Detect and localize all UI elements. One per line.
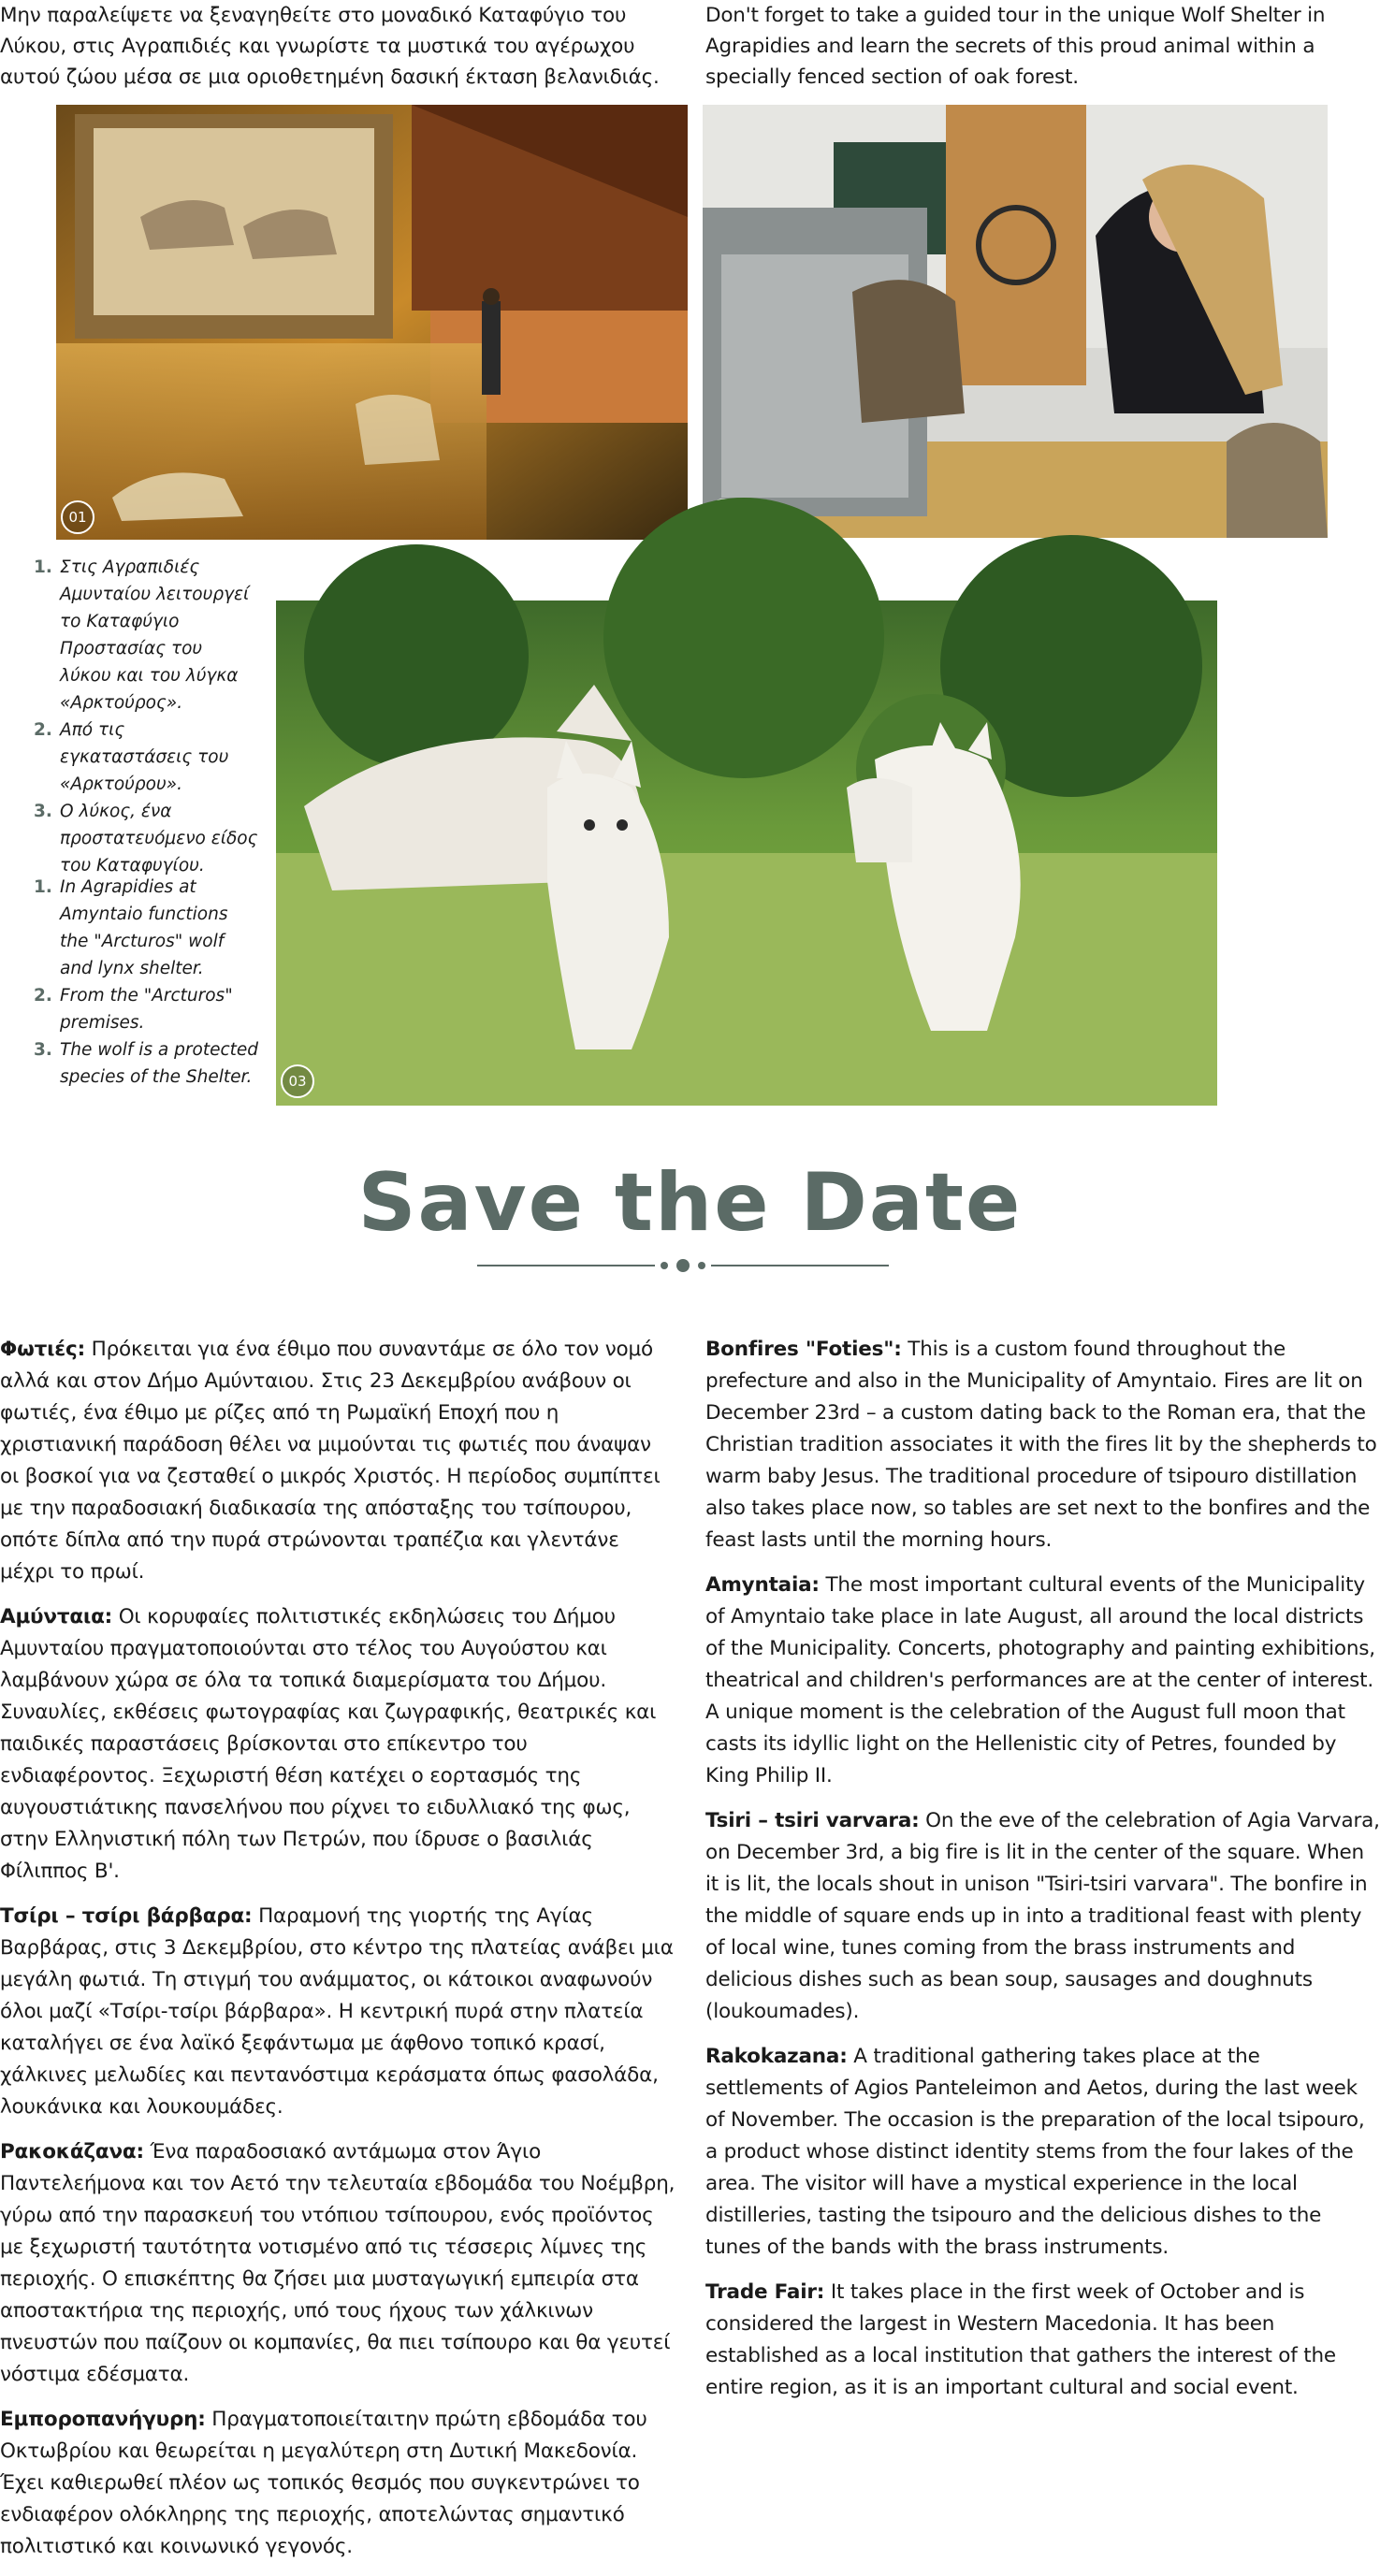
- photo-number-badge: 03: [281, 1064, 314, 1098]
- intro-english: Don't forget to take a guided tour in the unique Wolf Shelter in Agrapidies and learn the secrets of this proud animal within a specially fenced section of oak forest.: [705, 4, 1326, 89]
- event-paragraph: Εμποροπανήγυρη: Πραγματοποιείταιτην πρώτη εβδομάδα του Οκτωβρίου και θεωρείται η μεγαλύτερη στη Δυτική Μακεδονία. Έχει καθιερωθεί πλέον ως τοπικός θεσμός που συγκεντρώνει το ενδιαφέρον ολόκληρης της περιοχής, αποτελώντας σημαντικό πολιτιστικό και κοινωνικό γεγονός.: [0, 2408, 647, 2558]
- event-paragraph: Ρακοκάζανα: Ένα παραδοσιακό αντάμωμα στον Άγιο Παντελεήμονα και τον Αετό την τελευταία εβδομάδα του Νοέμβρη, γύρω από την παρασκευή του ντόπιου τσίπουρου, ενός προϊόντος με ξεχωριστή ταυτότητα νοτισμένο από τις τέσσερις λίμνες της περιοχής. Ο επισκέπτης θα ζήσει μια μυσταγωγική εμπειρία στα αποστακτήρια της περιοχής, υπό τους ήχους των χάλκινων πνευστών που παίζουν οι κομπανίες, θα πιει τσίπουρο και θα γευτεί νόστιμα εδέσματα.: [0, 2140, 675, 2386]
- event-paragraph: Φωτιές: Πρόκειται για ένα έθιμο που συναντάμε σε όλο τον νομό αλλά και στον Δήμο Αμύνταιου. Στις 23 Δεκεμβρίου ανάβουν οι φωτιές, ένα έθιμο με ρίζες από τη Ρωμαϊκή Εποχή που η χριστιανική παράδοση θέλει να μιμούνται τις φωτιές που άναψαν οι βοσκοί για να ζεσταθεί ο μικρός Χριστός. Η περίοδος συμπίπτει με την παραδοσιακή διαδικασία της απόσταξης του τσίπουρου, οπότε δίπλα από την πυρά στρώνονται τραπέζια και γλεντάνε μέχρι το πρωί.: [0, 1338, 661, 1584]
- section-title: Save the Date: [357, 1156, 1023, 1250]
- captions-greek: [34, 554, 258, 879]
- photo-museum-interior: [56, 105, 688, 540]
- ornamental-divider: [477, 1252, 889, 1280]
- event-paragraph: Rakokazana: A traditional gathering takes place at the settlements of Agios Panteleimon and Aetos, during the last week of November. The occasion is the preparation of the local tsipouro, a product whose distinct identity stems from the four lakes of the area. The visitor will have a mystical experience in the local distilleries, tasting the tsipouro and the delicious dishes to the tunes of the bands with the brass instruments.: [705, 2045, 1365, 2259]
- event-paragraph: Αμύνταια: Οι κορυφαίες πολιτιστικές εκδηλώσεις του Δήμου Αμυνταίου πραγματοποιούνται στο τέλος του Αυγούστου και λαμβάνουν χώρα σε όλα τα τοπικά διαμερίσματα του Δήμου. Συναυλίες, εκθέσεις φωτογραφίας και ζωγραφικής, θεατρικές και παιδικές παραστάσεις βρίσκονται στο επίκεντρο του ενδιαφέροντος. Ξεχωριστή θέση κατέχει ο εορτασμός της αυγουστιάτικης πανσελήνου που ρίχνει το ειδυλλιακό της φως, στην Ελληνιστική πόλη των Πετρών, που ίδρυσε ο βασιλιάς Φίλιππος Β'.: [0, 1605, 657, 1883]
- caption-item: 3. The wolf is a protected species of the Shelter.: [34, 1040, 259, 1087]
- caption-item: 3. Ο λύκος, ένα προστατευόμενο είδος του Καταφυγίου.: [34, 802, 258, 876]
- caption-item: 1. In Agrapidies at Amyntaio functions the "Arcturos" wolf and lynx shelter.: [34, 877, 228, 978]
- event-paragraph: Τσίρι – τσίρι βάρβαρα: Παραμονή της γιορτής της Αγίας Βαρβάρας, στις 3 Δεκεμβρίου, στο κέντρο της πλατείας ανάβει μια μεγάλη φωτιά. Τη στιγμή του ανάμματος, οι κάτοικοι αναφωνούν όλοι μαζί «Τσίρι-τσίρι βάρβαρα». Η κεντρική πυρά στην πλατεία καταλήγει σε ένα λαϊκό ξεφάντωμα με άφθονο τοπικό κρασί, χάλκινες μελωδίες και πεντανόστιμα κεράσματα όπως φασολάδα, λουκάνικα και λουκουμάδες.: [0, 1904, 674, 2119]
- caption-item: 2. Από τις εγκαταστάσεις του «Αρκτούρου».: [34, 720, 229, 794]
- event-paragraph: Trade Fair: It takes place in the first week of October and is considered the largest in Western Macedonia. It has been established as a local institution that gathers the interest of the entire region, as it is an important cultural and social event.: [705, 2280, 1336, 2399]
- photo-number-badge: 01: [61, 500, 94, 534]
- event-paragraph: Bonfires "Foties": This is a custom found throughout the prefecture and also in the Municipality of Amyntaio. Fires are lit on December 23rd – a custom dating back to the Roman era, that the Christian tradition associates it with the fires lit by the shepherds to warm baby Jesus. The traditional procedure of tsipouro distillation also takes place now, so tables are set next to the bonfires and the feast lasts until the morning hours.: [705, 1338, 1377, 1552]
- event-paragraph: Tsiri – tsiri varvara: On the eve of the celebration of Agia Varvara, on December 3rd, a big fire is lit in the center of the square. When it is lit, the locals shout in unison "Tsiri-tsiri varvara". The bonfire in the middle of square ends up in into a traditional feast with plenty of local wine, tunes coming from the brass instruments and delicious dishes such as bean soup, sausages and doughnuts (loukoumades).: [705, 1809, 1380, 2023]
- intro-greek: Μην παραλείψετε να ξεναγηθείτε στο μοναδικό Καταφύγιο του Λύκου, στις Αγραπιδιές και γνωρίστε τα μυστικά του αγέρωχου αυτού ζώου μέσα σε μια οριοθετημένη δασική έκταση βελανιδιάς.: [0, 4, 660, 89]
- event-paragraph: Amyntaia: The most important cultural events of the Municipality of Amyntaio take place in late August, all around the local districts of the Municipality. Concerts, photography and painting exhibitions, theatrical and children's performances are at the center of interest. A unique moment is the celebration of the August full moon that casts its idyllic light on the Hellenistic city of Petres, founded by King Philip II.: [705, 1573, 1375, 1787]
- photo-bear-cub-care: [703, 105, 1328, 538]
- captions-english: [34, 874, 258, 1091]
- caption-item: 2. From the "Arcturos" premises.: [34, 986, 233, 1033]
- events-column-english: [705, 1334, 1380, 2417]
- photo-white-wolves: [276, 601, 1217, 1106]
- events-column-greek: [0, 1334, 675, 2576]
- caption-item: 1. Στις Αγραπιδιές Αμυνταίου λειτουργεί το Καταφύγιο Προστασίας του λύκου και του λύγκα «Αρκτούρος».: [34, 557, 250, 713]
